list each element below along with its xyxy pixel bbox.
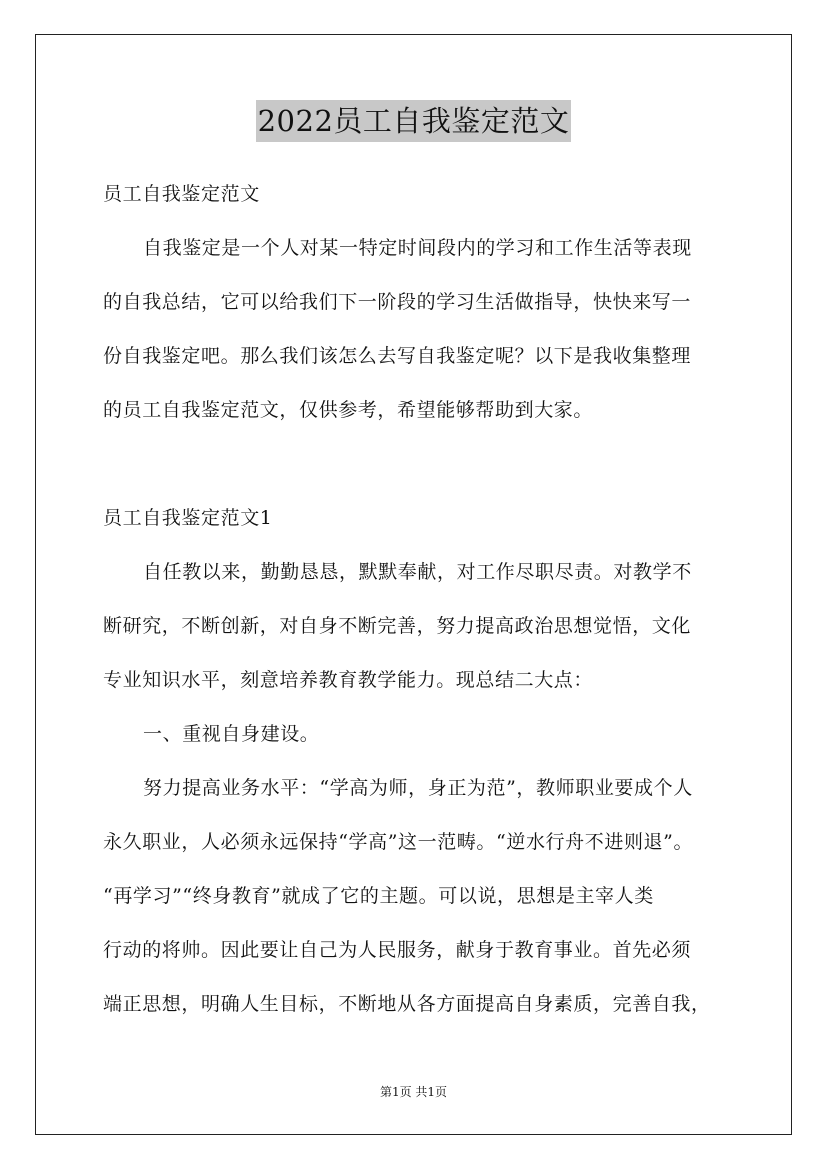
paragraph-line: 自我鉴定是一个人对某一特定时间段内的学习和工作生活等表现: [143, 237, 692, 259]
paragraph-line: 专业知识水平，刻意培养教育教学能力。现总结二大点：: [103, 669, 594, 691]
paragraph-line: 自任教以来，勤勤恳恳，默默奉献，对工作尽职尽责。对教学不: [143, 561, 692, 583]
paragraph-line: 份自我鉴定吧。那么我们该怎么去写自我鉴定呢？以下是我收集整理: [103, 345, 692, 367]
paragraph-line: 的员工自我鉴定范文，仅供参考，希望能够帮助到大家。: [103, 399, 594, 421]
paragraph-line: 永久职业，人必须永远保持“学高”这一范畴。“逆水行舟不进则退”。: [103, 831, 694, 853]
paragraph-line: 端正思想，明确人生目标，不断地从各方面提高自身素质，完善自我，: [103, 993, 711, 1015]
page-number: 第1页 共1页: [379, 1085, 448, 1099]
paragraph-line: 断研究，不断创新，对自身不断完善，努力提高政治思想觉悟，文化: [103, 615, 692, 637]
section-heading: 员工自我鉴定范文: [103, 183, 260, 205]
section-heading: 员工自我鉴定范文1: [103, 507, 273, 529]
paragraph-line: 行动的将帅。因此要让自己为人民服务，献身于教育事业。首先必须: [103, 939, 692, 961]
document-title: 2022员工自我鉴定范文: [256, 100, 572, 142]
paragraph-line: “再学习”“终身教育”就成了它的主题。可以说，思想是主宰人类: [103, 885, 654, 907]
title-container: [0, 100, 827, 142]
list-heading: 一、重视自身建设。: [143, 723, 320, 745]
paragraph-line: 努力提高业务水平：“学高为师，身正为范”，教师职业要成个人: [143, 777, 693, 799]
paragraph-line: 的自我总结，它可以给我们下一阶段的学习生活做指导，快快来写一: [103, 291, 692, 313]
